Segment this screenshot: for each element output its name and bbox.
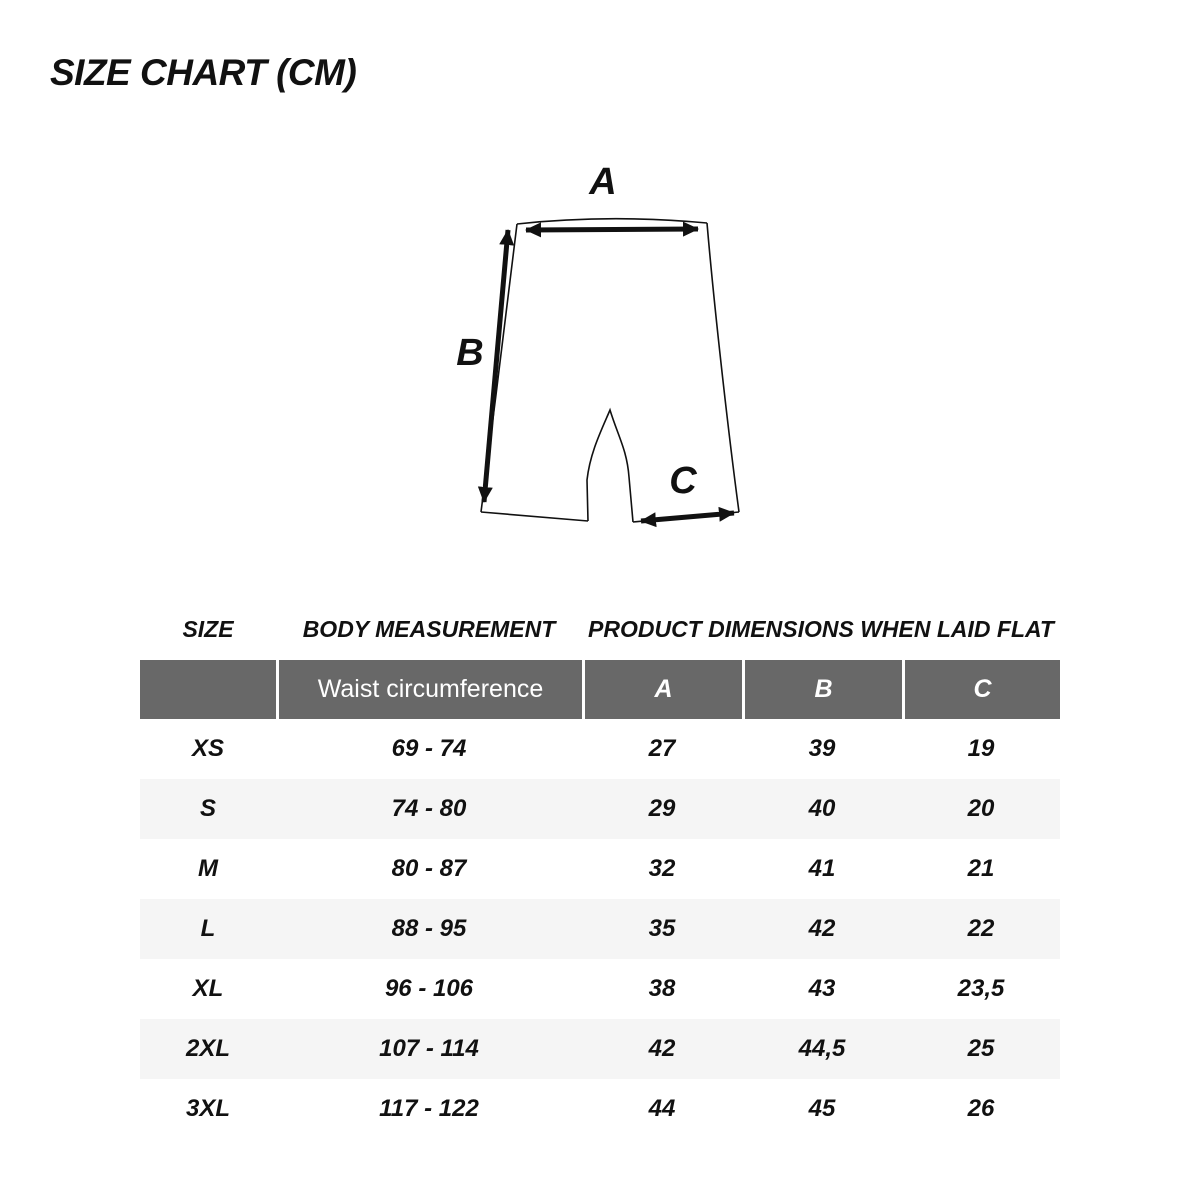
arrow-a [526,229,698,230]
cell-c: 25 [967,1035,995,1062]
cell-c: 20 [967,795,995,822]
cell-size: 3XL [185,1095,230,1122]
diagram-label-b: B [456,332,484,374]
header-cell-waist: Waist circumference [276,660,582,719]
cell-waist: 96 - 106 [384,975,474,1002]
table-row-xs [140,719,1060,779]
cell-b: 40 [808,795,836,822]
cell-size: S [199,795,216,822]
cell-size: L [200,915,216,942]
cell-a: 38 [648,975,676,1002]
group-header-size: SIZE [182,615,234,642]
table-row-l [140,899,1060,959]
cell-waist: 69 - 74 [391,735,467,762]
cell-c: 23,5 [957,975,1005,1002]
header-cell-c: C [902,660,1060,719]
cell-c: 26 [967,1095,995,1122]
cell-waist: 74 - 80 [391,795,467,822]
cell-b: 41 [808,855,836,882]
cell-b: 45 [808,1095,836,1122]
shorts-measurement-diagram [440,150,770,550]
cell-b: 44,5 [798,1035,846,1062]
cell-size: M [198,855,218,882]
header-cell-size [140,660,276,719]
cell-waist: 107 - 114 [379,1035,479,1062]
cell-size: XS [191,735,224,762]
cell-waist: 117 - 122 [379,1095,479,1122]
cell-a: 35 [648,915,676,942]
arrow-c [641,513,734,521]
table-row-2xl [140,1019,1060,1079]
table-header-row [140,660,1060,719]
cell-c: 21 [967,855,995,882]
cell-waist: 80 - 87 [391,855,467,882]
cell-size: XL [192,975,224,1002]
table-row-s [140,779,1060,839]
cell-c: 19 [967,735,995,762]
table-row-xl [140,959,1060,1019]
shorts-outline-drawing [440,150,770,550]
page-title: SIZE CHART (CM) [50,52,357,93]
cell-a: 32 [648,855,676,882]
table-row-3xl [140,1079,1060,1139]
table-row-m [140,839,1060,899]
group-header-body-measurement: BODY MEASUREMENT [302,615,556,642]
diagram-label-c: C [669,460,697,502]
header-cell-b: B [742,660,902,719]
header-cell-a: A [582,660,742,719]
cell-a: 42 [648,1035,676,1062]
shorts-outline [481,219,739,522]
size-table [140,598,1060,1139]
cell-a: 44 [648,1095,676,1122]
cell-waist: 88 - 95 [391,915,467,942]
arrow-b [484,230,508,502]
group-header-product-dimensions: PRODUCT DIMENSIONS WHEN LAID FLAT [588,615,1054,642]
cell-c: 22 [967,915,995,942]
cell-b: 39 [808,735,836,762]
table-group-header-row [140,598,1060,660]
cell-b: 42 [808,915,836,942]
diagram-label-a: A [589,161,617,203]
cell-b: 43 [808,975,836,1002]
cell-a: 29 [648,795,676,822]
cell-a: 27 [648,735,676,762]
cell-size: 2XL [185,1035,230,1062]
